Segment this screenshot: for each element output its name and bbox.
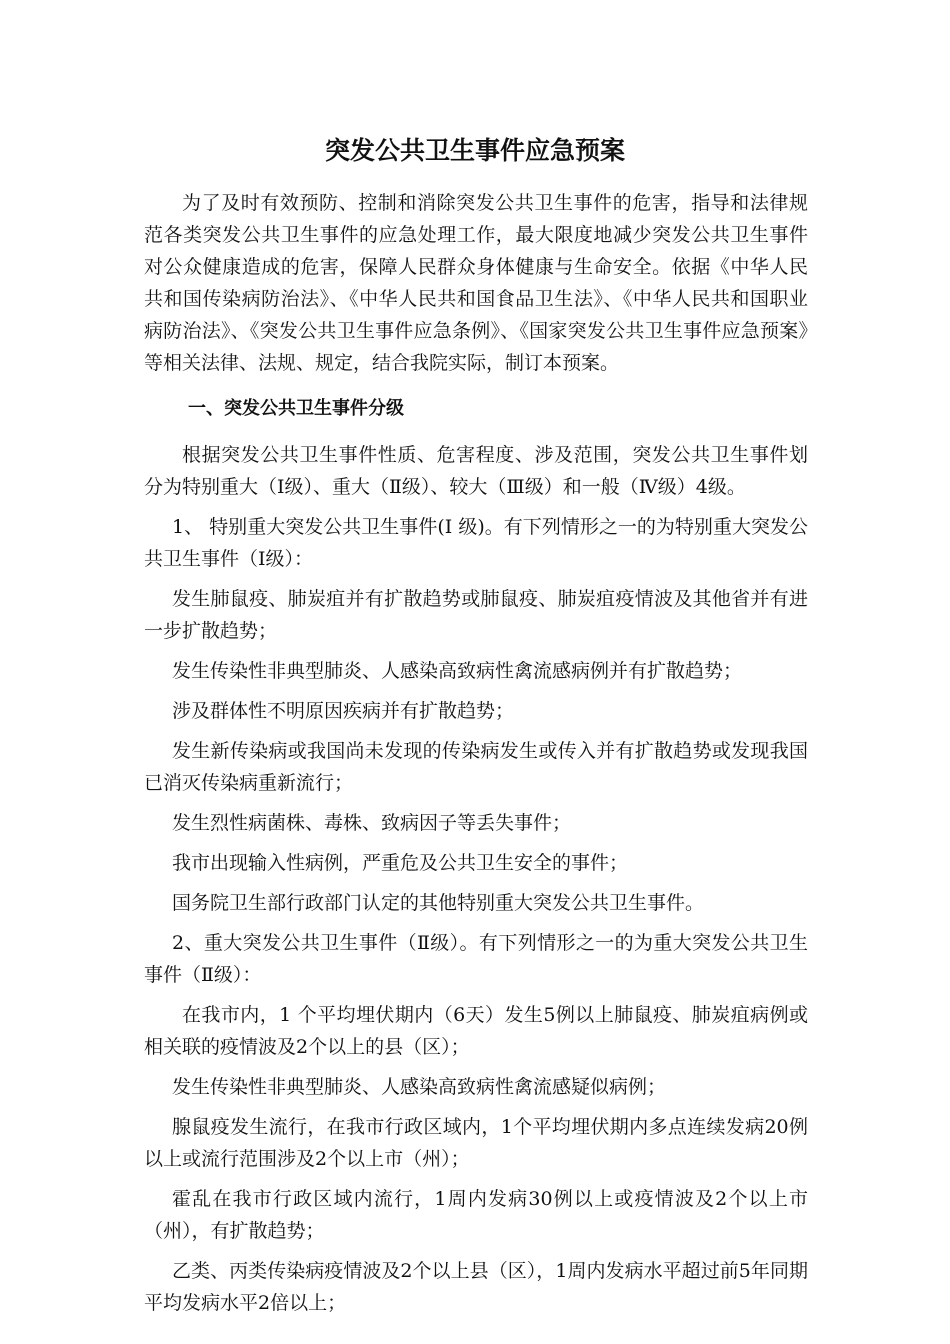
section-heading-1: 一、突发公共卫生事件分级	[188, 398, 404, 419]
level1-item: 国务院卫生部行政部门认定的其他特别重大突发公共卫生事件。	[172, 892, 705, 914]
level2-item: 在我市内，1 个平均埋伏期内（6天）发生5例以上肺鼠疫、肺炭疽病例或相关联的疫情波及2个以上的县（区）；	[144, 1004, 808, 1058]
level1-item: 发生新传染病或我国尚未发现的传染病发生或传入并有扩散趋势或发现我国已消灭传染病重新流行；	[144, 740, 808, 794]
level1-item: 涉及群体性不明原因疾病并有扩散趋势；	[172, 700, 515, 722]
level2-item: 乙类、丙类传染病疫情波及2个以上县（区），1周内发病水平超过前5年同期平均发病水平2倍以上；	[144, 1260, 808, 1314]
document-body	[144, 187, 808, 1319]
section1-intro-paragraph: 根据突发公共卫生事件性质、危害程度、涉及范围，突发公共卫生事件划分为特别重大（Ⅰ级）、重大（Ⅱ级）、较大（Ⅲ级）和一般（Ⅳ级）4级。	[144, 444, 808, 498]
level2-heading: 2、重大突发公共卫生事件（Ⅱ级）。有下列情形之一的为重大突发公共卫生事件（Ⅱ级）：	[144, 932, 808, 986]
level1-item: 发生烈性病菌株、毒株、致病因子等丢失事件；	[172, 812, 572, 834]
intro-paragraph: 为了及时有效预防、控制和消除突发公共卫生事件的危害，指导和法律规范各类突发公共卫生事件的应急处理工作，最大限度地减少突发公共卫生事件对公众健康造成的危害，保障人民群众身体健康与生命安全。依据《中华人民共和国传染病防治法》、《中华人民共和国食品卫生法》、《中华人民共和国职业病防治法》、《突发公共卫生事件应急条例》、《国家突发公共卫生事件应急预案》等相关法律、法规、规定，结合我院实际，制订本预案。	[144, 192, 808, 374]
document-title: 突发公共卫生事件应急预案	[324, 136, 625, 165]
level1-item: 我市出现输入性病例，严重危及公共卫生安全的事件；	[172, 852, 629, 874]
level2-item: 霍乱在我市行政区域内流行，1周内发病30例以上或疫情波及2个以上市（州），有扩散趋势；	[144, 1188, 808, 1242]
level2-item: 腺鼠疫发生流行，在我市行政区域内，1个平均埋伏期内多点连续发病20例以上或流行范围涉及2个以上市（州）；	[144, 1116, 808, 1170]
level1-item: 发生传染性非典型肺炎、人感染高致病性禽流感病例并有扩散趋势；	[172, 660, 743, 682]
level1-item: 发生肺鼠疫、肺炭疽并有扩散趋势或肺鼠疫、肺炭疽疫情波及其他省并有进一步扩散趋势；	[144, 588, 808, 642]
level1-heading: 1、 特别重大突发公共卫生事件(Ⅰ 级)。有下列情形之一的为特别重大突发公共卫生事件（Ⅰ级）：	[144, 516, 808, 570]
level2-item: 发生传染性非典型肺炎、人感染高致病性禽流感疑似病例；	[172, 1076, 667, 1098]
